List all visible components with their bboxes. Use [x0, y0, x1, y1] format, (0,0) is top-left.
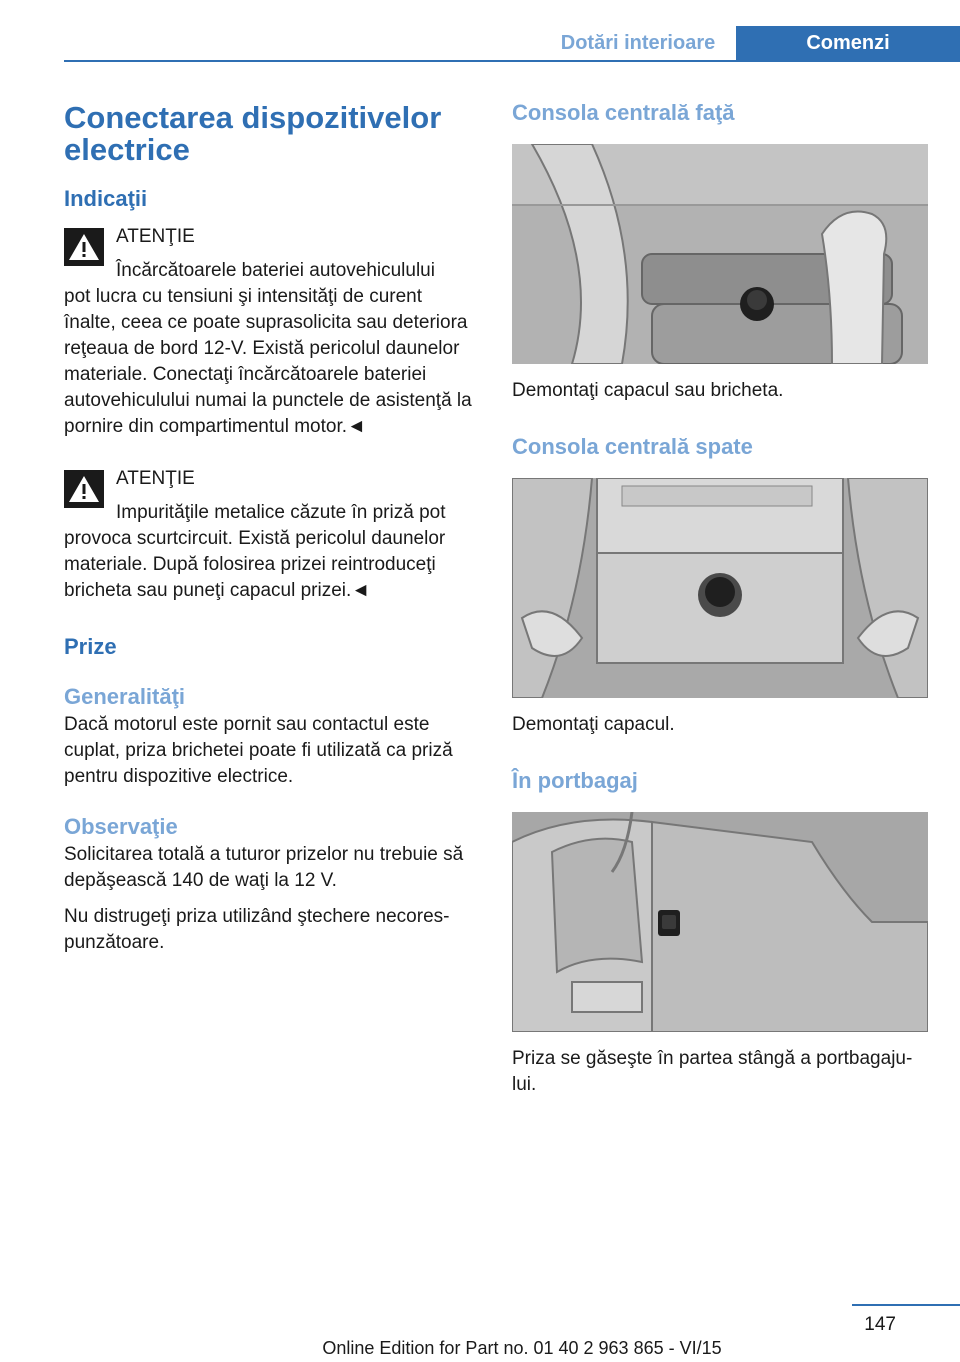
- footer-edition: Online Edition for Part no. 01 40 2 963 865 - VI/15: [322, 1338, 722, 1358]
- warning-1-label: ATENŢIE: [116, 226, 195, 247]
- trunk-caption: Priza se găseşte în partea stângă a portbagajului.: [512, 1048, 913, 1095]
- warning-2-first-line: Impurităţile metalice căzute în priză pot: [116, 502, 446, 523]
- right-column: [512, 100, 928, 1098]
- warning-triangle-icon: [64, 470, 104, 508]
- trunk-heading: În portbagaj: [512, 768, 638, 793]
- warning-2-label: ATENŢIE: [116, 468, 195, 489]
- rear-console-caption: Demontaţi capacul.: [512, 714, 675, 735]
- warning-block-1: [64, 224, 474, 440]
- front-console-heading: Consola centrală faţă: [512, 100, 735, 125]
- observatie-heading: Observaţie: [64, 814, 178, 839]
- warning-1-first-line: Încărcătoarele bateriei autovehiculului: [116, 260, 435, 281]
- page-title: Conectarea dispozitivelor electrice: [64, 100, 442, 167]
- warning-block-2: [64, 466, 474, 604]
- rear-console-image: [512, 478, 928, 698]
- generalitati-heading: Generalităţi: [64, 684, 186, 709]
- footer-rule: [852, 1304, 960, 1306]
- front-console-caption: Demontaţi capacul sau bricheta.: [512, 380, 784, 401]
- indicatii-heading: Indicaţii: [64, 186, 148, 211]
- rear-console-heading: Consola centrală spate: [512, 434, 753, 459]
- warning-1-text: pot lucra cu tensiuni şi intensităţi de curent înalte, ceea ce poate suprasolicita sau deteriora reţeaua de bord 12-V. Există pericolul daunelor materiale. Conectaţi încărcătoarele bateriei autovehiculului numai la punctele de asistenţă la pornire din compartimentul motor.◄: [64, 286, 472, 437]
- header-section-label: Dotări interioare: [560, 32, 716, 54]
- warning-2-text: provoca scurtcircuit. Există pericolul daunelor materiale. După folosirea prizei reintroduceţi bricheta sau puneţi capacul prizei.◄: [64, 528, 446, 601]
- warning-triangle-icon: [64, 228, 104, 266]
- generalitati-text: Dacă motorul este pornit sau contactul este cuplat, priza brichetei poate fi utilizată ca priză pentru dispozitive electrice.: [64, 714, 453, 787]
- front-console-image: [512, 144, 928, 364]
- prize-heading: Prize: [64, 634, 117, 659]
- header-rule: [64, 60, 960, 62]
- header-chapter-tab: Comenzi: [736, 26, 960, 62]
- observatie-text-1: Solicitarea totală a tuturor prizelor nu trebuie să depăşească 140 de waţi la 12 V.: [64, 844, 464, 891]
- observatie-text-2: Nu distrugeţi priza utilizând ştechere necorespunzătoare.: [64, 906, 450, 953]
- left-column: [64, 102, 474, 956]
- trunk-image: [512, 812, 928, 1032]
- page-number: 147: [864, 1314, 896, 1335]
